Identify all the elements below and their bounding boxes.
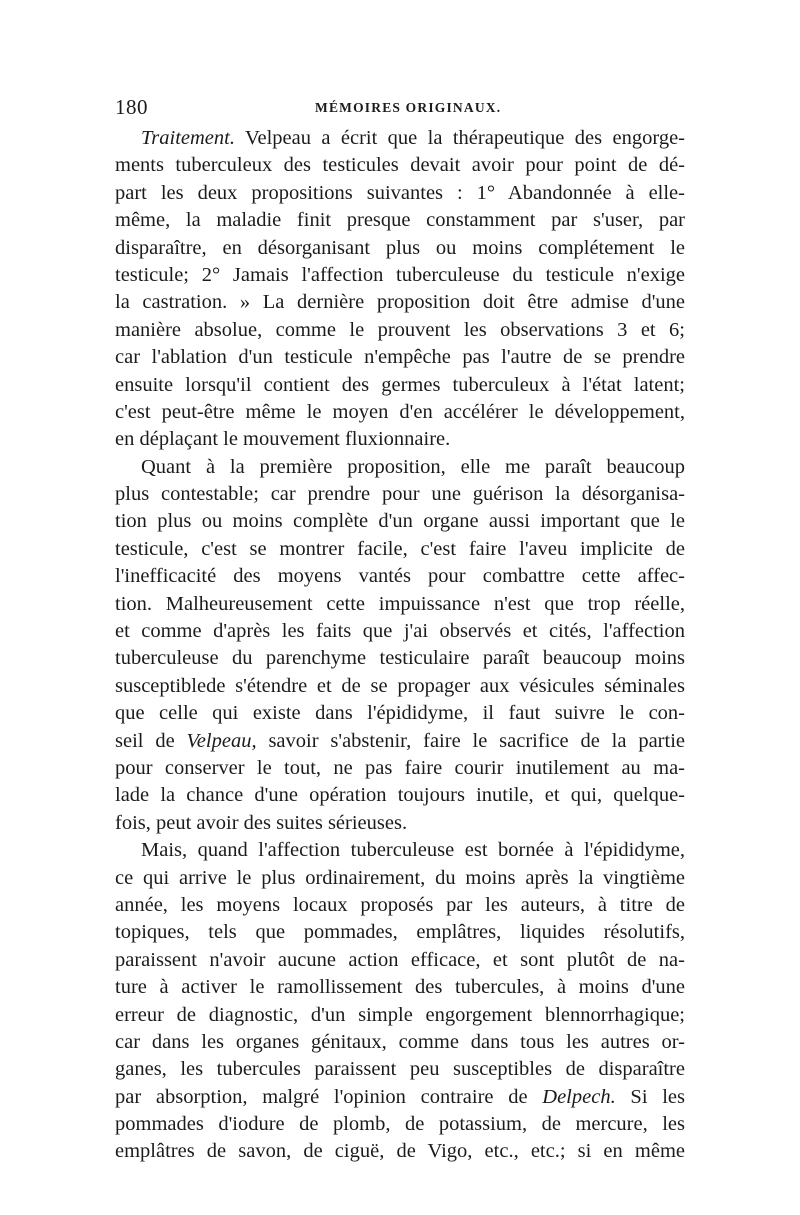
- text-segment: manière absolue, comme le prouvent les observations 3 et 6;: [115, 318, 685, 341]
- text-segment: part les deux propositions suivantes : 1° Abandonnée à elle-: [115, 181, 685, 204]
- text-line: [115, 947, 685, 974]
- text-line: [115, 289, 685, 316]
- running-title: MÉMOIRES ORIGINAUX.: [315, 100, 502, 115]
- text-segment: ganes, les tubercules paraissent peu susceptibles de disparaître: [115, 1058, 685, 1081]
- text-line: [115, 152, 685, 179]
- text-segment: ture à activer le ramollissement des tubercules, à moins d'une: [115, 976, 685, 999]
- text-line: [115, 810, 685, 837]
- text-segment: c'est peut-être même le moyen d'en accélérer le développement,: [115, 400, 685, 423]
- italic-text: Traitement.: [141, 127, 235, 149]
- text-segment: erreur de diagnostic, d'un simple engorgement blennorrhagique;: [115, 1003, 685, 1026]
- body-text: [115, 125, 685, 1166]
- text-line: [115, 755, 685, 782]
- text-line: [115, 919, 685, 946]
- text-segment: que celle qui existe dans l'épididyme, il faut suivre le con-: [115, 702, 685, 725]
- text-line: [115, 1084, 685, 1111]
- text-line: [115, 782, 685, 809]
- text-segment: seil de: [115, 729, 187, 752]
- text-segment: pommades d'iodure de plomb, de potassium, de mercure, les: [115, 1113, 685, 1136]
- text-line: [115, 481, 685, 508]
- text-line: [115, 700, 685, 727]
- text-segment: Quant à la première proposition, elle me paraît beaucoup: [141, 455, 685, 478]
- text-segment: en déplaçant le mouvement fluxionnaire.: [115, 428, 451, 451]
- text-segment: année, les moyens locaux proposés par les auteurs, à titre de: [115, 893, 685, 916]
- text-segment: la castration. » La dernière proposition doit être admise d'une: [115, 291, 685, 314]
- text-line: [115, 1138, 685, 1165]
- text-segment: paraissent n'avoir aucune action efficace, et sont plutôt de na-: [115, 948, 685, 971]
- text-segment: pour conserver le tout, ne pas faire courir inutilement au ma-: [115, 756, 685, 779]
- text-segment: lade la chance d'une opération toujours inutile, et qui, quelque-: [115, 784, 685, 807]
- text-line: [115, 235, 685, 262]
- text-line: [115, 180, 685, 207]
- text-segment: ments tuberculeux des testicules devait avoir pour point de dé-: [115, 154, 685, 177]
- text-segment: tion. Malheureusement cette impuissance n'est que trop réelle,: [115, 592, 685, 615]
- text-line: [115, 1056, 685, 1083]
- text-line: [115, 262, 685, 289]
- text-line: [115, 508, 685, 535]
- text-segment: tion plus ou moins complète d'un organe aussi important que le: [115, 510, 685, 533]
- text-segment: l'inefficacité des moyens vantés pour combattre cette affec-: [115, 565, 685, 588]
- text-segment: car l'ablation d'un testicule n'empêche pas l'autre de se prendre: [115, 346, 685, 369]
- italic-text: Delpech.: [542, 1085, 616, 1108]
- text-line: [115, 344, 685, 371]
- text-line: [115, 207, 685, 234]
- text-line: [115, 563, 685, 590]
- text-segment: emplâtres de savon, de ciguë, de Vigo, etc., etc.; si en même: [115, 1140, 685, 1163]
- text-segment: susceptiblede s'étendre et de se propager aux vésicules séminales: [115, 674, 685, 697]
- text-segment: ce qui arrive le plus ordinairement, du moins après la vingtième: [115, 866, 685, 889]
- book-page: [115, 95, 685, 1166]
- text-line: [115, 317, 685, 344]
- text-line: [115, 673, 685, 700]
- text-line: [115, 1111, 685, 1138]
- text-segment: et comme d'après les faits que j'ai observés et cités, l'affection: [115, 620, 685, 643]
- text-segment: topiques, tels que pommades, emplâtres, liquides résolutifs,: [115, 921, 685, 944]
- text-line: [115, 837, 685, 864]
- text-line: [115, 1002, 685, 1029]
- text-segment: disparaître, en désorganisant plus ou moins complétement le: [115, 236, 685, 259]
- text-line: [115, 591, 685, 618]
- text-segment: fois, peut avoir des suites sérieuses.: [115, 811, 408, 834]
- text-line: [115, 974, 685, 1001]
- page-number: 180: [115, 95, 148, 119]
- text-line: [115, 372, 685, 399]
- text-segment: savoir s'abstenir, faire le sacrifice de la partie: [256, 729, 685, 752]
- text-segment: testicule; 2° Jamais l'affection tuberculeuse du testicule n'exige: [115, 263, 685, 286]
- text-segment: ensuite lorsqu'il contient des germes tuberculeux à l'état latent;: [115, 373, 685, 396]
- text-segment: tuberculeuse du parenchyme testiculaire paraît beaucoup moins: [115, 647, 685, 670]
- text-line: [115, 536, 685, 563]
- text-segment: Si les: [615, 1085, 686, 1108]
- text-line: [115, 865, 685, 892]
- text-line: [115, 399, 685, 426]
- text-line: [115, 645, 685, 672]
- text-line: [115, 125, 685, 152]
- text-segment: plus contestable; car prendre pour une guérison la désorganisa-: [115, 483, 685, 506]
- text-line: [115, 426, 685, 453]
- text-line: [115, 728, 685, 755]
- text-segment: par absorption, malgré l'opinion contraire de: [115, 1085, 543, 1108]
- text-line: [115, 1029, 685, 1056]
- text-line: [115, 454, 685, 481]
- text-segment: car dans les organes génitaux, comme dans tous les autres or-: [115, 1030, 685, 1053]
- page-header: [115, 95, 685, 125]
- text-segment: Velpeau a écrit que la thérapeutique des engorge-: [234, 127, 685, 149]
- text-segment: testicule, c'est se montrer facile, c'est faire l'aveu implicite de: [115, 537, 685, 560]
- text-line: [115, 892, 685, 919]
- text-line: [115, 618, 685, 645]
- italic-text: Velpeau,: [186, 729, 257, 752]
- text-segment: Mais, quand l'affection tuberculeuse est bornée à l'épididyme,: [141, 839, 685, 862]
- text-segment: même, la maladie finit presque constamment par s'user, par: [115, 209, 685, 232]
